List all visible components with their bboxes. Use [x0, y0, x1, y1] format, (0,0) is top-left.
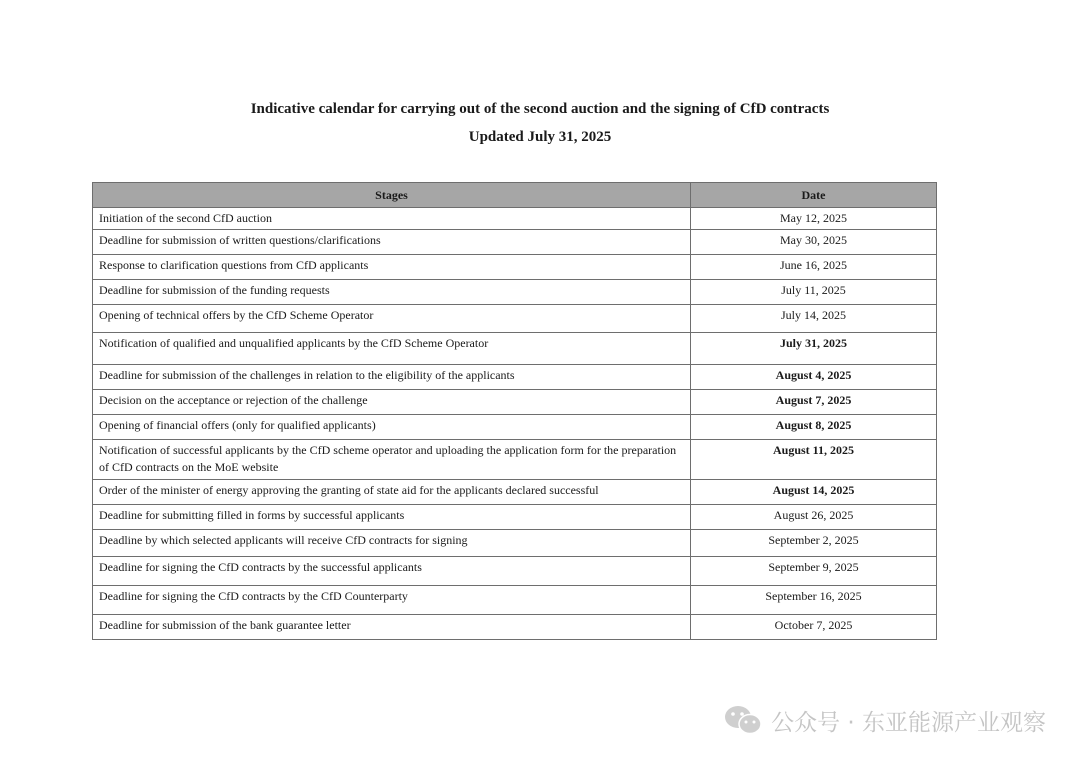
- date-cell: July 14, 2025: [691, 305, 937, 333]
- table-row: [93, 440, 937, 480]
- date-cell: August 26, 2025: [691, 505, 937, 530]
- stage-cell: Decision on the acceptance or rejection of the challenge: [93, 390, 691, 415]
- date-cell: July 11, 2025: [691, 280, 937, 305]
- date-cell: August 14, 2025: [691, 480, 937, 505]
- stage-cell: Deadline by which selected applicants will receive CfD contracts for signing: [93, 530, 691, 557]
- table-row: [93, 505, 937, 530]
- stage-cell: Deadline for submitting filled in forms by successful applicants: [93, 505, 691, 530]
- document-subtitle: Updated July 31, 2025: [468, 129, 612, 145]
- date-cell: August 4, 2025: [691, 365, 937, 390]
- stage-cell: Order of the minister of energy approving the granting of state aid for the applicants declared successful: [93, 480, 691, 505]
- wechat-icon: [723, 704, 763, 736]
- calendar-table: [92, 182, 937, 640]
- stage-cell: Deadline for submission of the funding requests: [93, 280, 691, 305]
- table-row: [93, 208, 937, 230]
- table-header-row: [93, 183, 937, 208]
- date-cell: May 12, 2025: [691, 208, 937, 230]
- stage-cell: Deadline for signing the CfD contracts by the successful applicants: [93, 557, 691, 586]
- header-stages: Stages: [93, 183, 691, 208]
- table-row: [93, 365, 937, 390]
- table-row: [93, 255, 937, 280]
- stage-cell: Deadline for submission of the bank guarantee letter: [93, 615, 691, 640]
- table-row: [93, 230, 937, 255]
- stage-cell: Deadline for submission of written questions/clarifications: [93, 230, 691, 255]
- date-cell: July 31, 2025: [691, 333, 937, 365]
- header-date: Date: [691, 183, 937, 208]
- stage-cell: Opening of technical offers by the CfD Scheme Operator: [93, 305, 691, 333]
- date-cell: May 30, 2025: [691, 230, 937, 255]
- table-row: [93, 530, 937, 557]
- document-title: Indicative calendar for carrying out of the second auction and the signing of CfD contracts: [250, 101, 830, 117]
- table-row: [93, 615, 937, 640]
- date-cell: August 11, 2025: [691, 440, 937, 480]
- stage-cell: Notification of successful applicants by the CfD scheme operator and uploading the application form for the preparation of CfD contracts on the MoE website: [93, 440, 691, 480]
- stage-cell: Response to clarification questions from CfD applicants: [93, 255, 691, 280]
- date-cell: August 7, 2025: [691, 390, 937, 415]
- date-cell: September 9, 2025: [691, 557, 937, 586]
- table-row: [93, 390, 937, 415]
- watermark: [723, 702, 1046, 738]
- table-row: [93, 333, 937, 365]
- stage-cell: Deadline for signing the CfD contracts by the CfD Counterparty: [93, 586, 691, 615]
- date-cell: June 16, 2025: [691, 255, 937, 280]
- date-cell: September 2, 2025: [691, 530, 937, 557]
- calendar-table-body: [93, 208, 937, 640]
- date-cell: August 8, 2025: [691, 415, 937, 440]
- stage-cell: Initiation of the second CfD auction: [93, 208, 691, 230]
- date-cell: October 7, 2025: [691, 615, 937, 640]
- table-row: [93, 415, 937, 440]
- stage-cell: Deadline for submission of the challenges in relation to the eligibility of the applicants: [93, 365, 691, 390]
- table-row: [93, 480, 937, 505]
- watermark-text: 公众号 · 东亚能源产业观察: [771, 709, 1046, 736]
- date-cell: September 16, 2025: [691, 586, 937, 615]
- stage-cell: Notification of qualified and unqualified applicants by the CfD Scheme Operator: [93, 333, 691, 365]
- table-row: [93, 586, 937, 615]
- table-row: [93, 280, 937, 305]
- stage-cell: Opening of financial offers (only for qualified applicants): [93, 415, 691, 440]
- table-row: [93, 557, 937, 586]
- table-row: [93, 305, 937, 333]
